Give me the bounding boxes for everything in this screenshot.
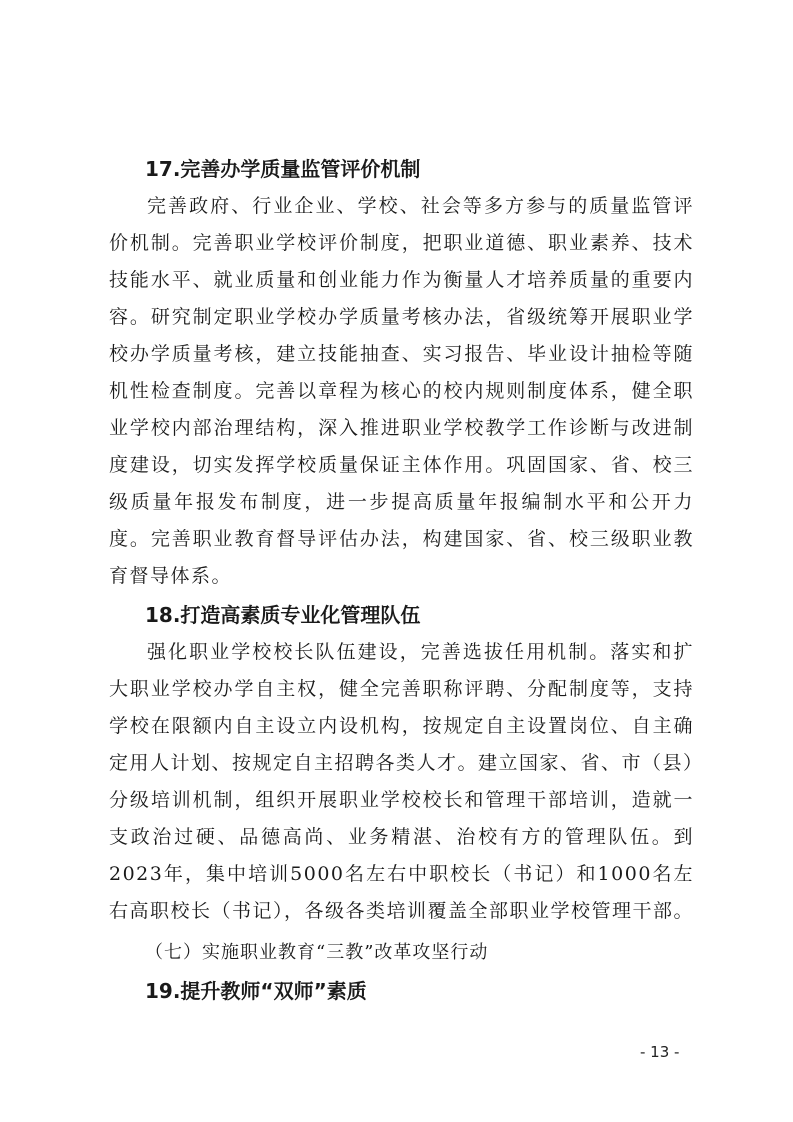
heading-18: 18.打造高素质专业化管理队伍 xyxy=(145,603,421,627)
paragraph-18: 强化职业学校校长队伍建设，完善选拔任用机制。落实和扩大职业学校办学自主权，健全完善职称评聘、分配制度等，支持学校在限额内自主设立内设机构，按规定自主设置岗位、自主确定用人计划、按规定自主招聘各类人才。建立国家、省、市（县）分级培训机制，组织开展职业学校校长和管理干部培训，造就一支政治过硬、品德高尚、业务精湛、治校有方的管理队伍。到2023年，集中培训5000名左右中职校长（书记）和1000名左右高职校长（书记），各级各类培训覆盖全部职业学校管理干部。 xyxy=(109,641,695,922)
heading-17: 17.完善办学质量监管评价机制 xyxy=(145,157,421,181)
section-7-title: （七）实施职业教育“三教”改革攻坚行动 xyxy=(145,942,489,963)
heading-19: 19.提升教师“双师”素质 xyxy=(145,979,367,1003)
page-number: - 13 - xyxy=(640,1043,680,1061)
paragraph-17: 完善政府、行业企业、学校、社会等多方参与的质量监管评价机制。完善职业学校评价制度，把职业道德、职业素养、技术技能水平、就业质量和创业能力作为衡量人才培养质量的重要内容。研究制定职业学校办学质量考核办法，省级统筹开展职业学校办学质量考核，建立技能抽查、实习报告、毕业设计抽检等随机性检查制度。完善以章程为核心的校内规则制度体系，健全职业学校内部治理结构，深入推进职业学校教学工作诊断与改进制度建设，切实发挥学校质量保证主体作用。巩固国家、省、校三级质量年报发布制度，进一步提高质量年报编制水平和公开力度。完善职业教育督导评估办法，构建国家、省、校三级职业教育督导体系。 xyxy=(109,195,694,587)
document-body xyxy=(109,145,694,1010)
